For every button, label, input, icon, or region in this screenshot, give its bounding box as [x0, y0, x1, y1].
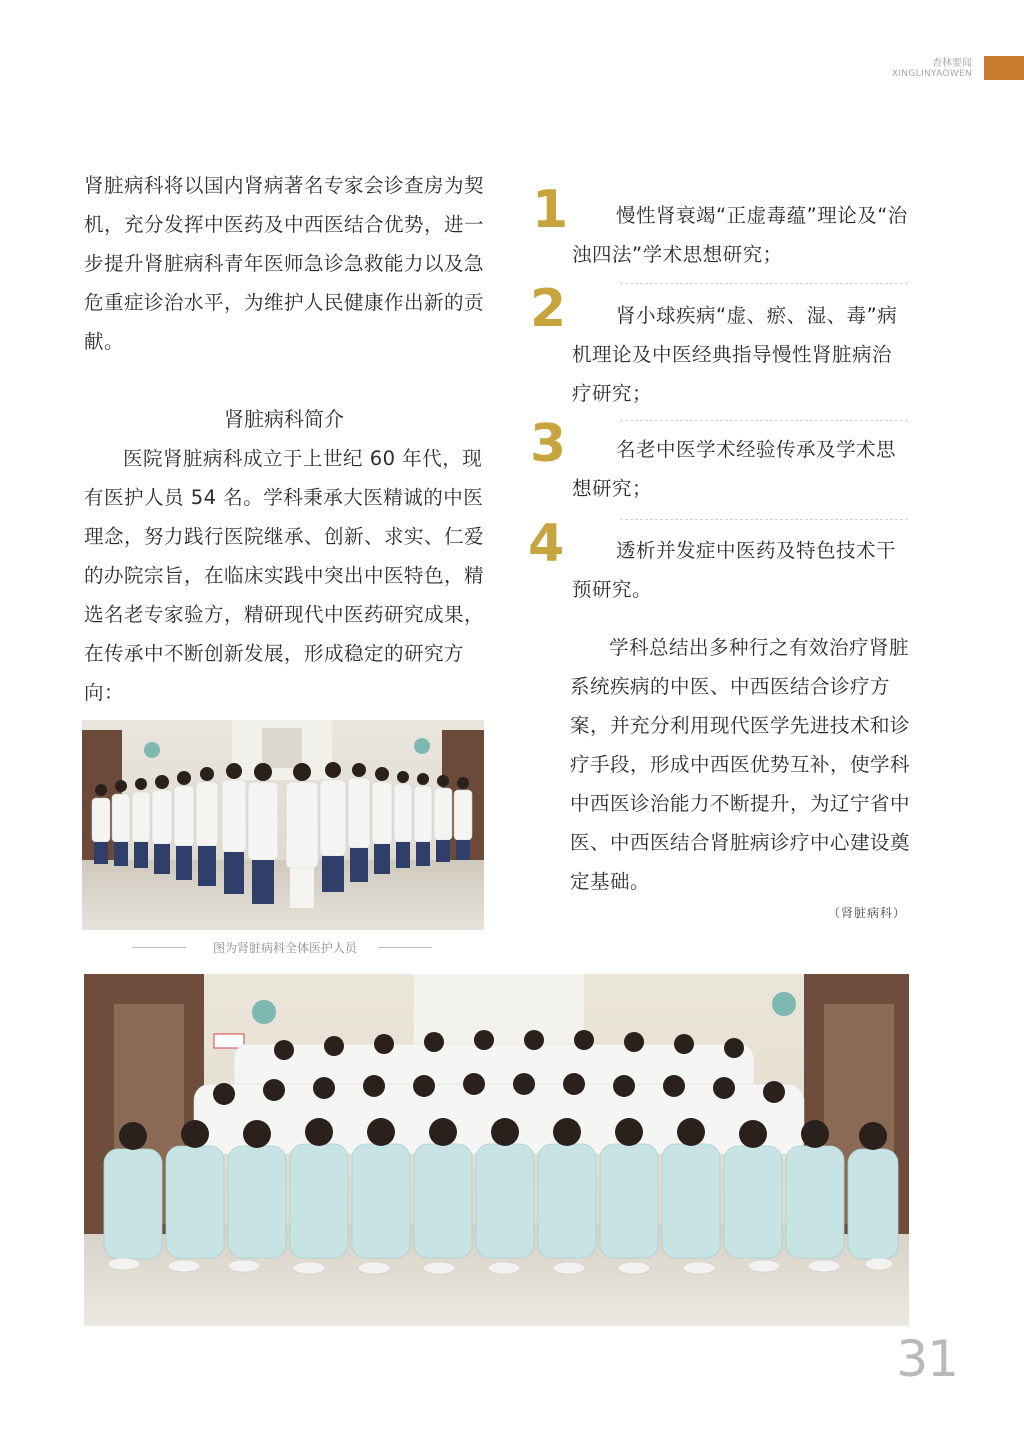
- profile-paragraph: 医院肾脏病科成立于上世纪 60 年代，现有医护人员 54 名。学科秉承大医精诚的中医理念，努力践行医院继承、创新、求实、仁爱的办院宗旨，在临床实践中突出中医特色，精选名老专家验方，精研现代中医药研究成果，在传承中不断创新发展，形成稳定的研究方向：: [84, 447, 485, 704]
- staff-group-photo-standing: [82, 720, 484, 930]
- caption-rule-right: [378, 947, 432, 948]
- research-item-4: 透析并发症中医药及特色技术干预研究。: [572, 539, 897, 601]
- page-number: 31: [896, 1330, 958, 1388]
- research-item-3: 名老中医学术经验传承及学术思想研究；: [572, 438, 897, 500]
- photo-caption: 图为肾脏病科全体医护人员: [212, 941, 357, 955]
- item-number-4: 4: [528, 514, 565, 574]
- section-name-en: XINGLINYAOWEN: [891, 69, 972, 79]
- section-accent-bar: [984, 56, 1024, 80]
- item-divider: [620, 283, 908, 284]
- item-number-2: 2: [530, 279, 567, 339]
- item-divider: [620, 519, 908, 520]
- article-credit: （肾脏病科）: [827, 906, 906, 920]
- staff-group-photo-nurses: [84, 974, 909, 1326]
- item-number-3: 3: [530, 414, 567, 474]
- summary-paragraph: 学科总结出多种行之有效治疗肾脏系统疾病的中医、中西医结合诊疗方案，并充分利用现代医学先进技术和诊疗手段，形成中西医优势互补，使学科中西医诊治能力不断提升，为辽宁省中医、中西医结合肾脏病诊疗中心建设奠定基础。: [570, 636, 911, 893]
- research-item-1: 慢性肾衰竭“正虚毒蕴”理论及“治浊四法”学术思想研究；: [572, 204, 908, 266]
- item-divider: [620, 420, 908, 421]
- section-name-cn: 杏林要闻: [932, 58, 972, 69]
- research-item-2: 肾小球疾病“虚、瘀、湿、毒”病机理论及中医经典指导慢性肾脏病治疗研究；: [572, 304, 898, 405]
- section-title: 肾脏病科简介: [224, 407, 344, 431]
- intro-paragraph: 肾脏病科将以国内肾病著名专家会诊查房为契机，充分发挥中医药及中西医结合优势，进一步提升肾脏病科青年医师急诊急救能力以及急危重症诊治水平，为维护人民健康作出新的贡献。: [84, 174, 485, 353]
- caption-rule-left: [132, 947, 186, 948]
- item-number-1: 1: [532, 180, 569, 240]
